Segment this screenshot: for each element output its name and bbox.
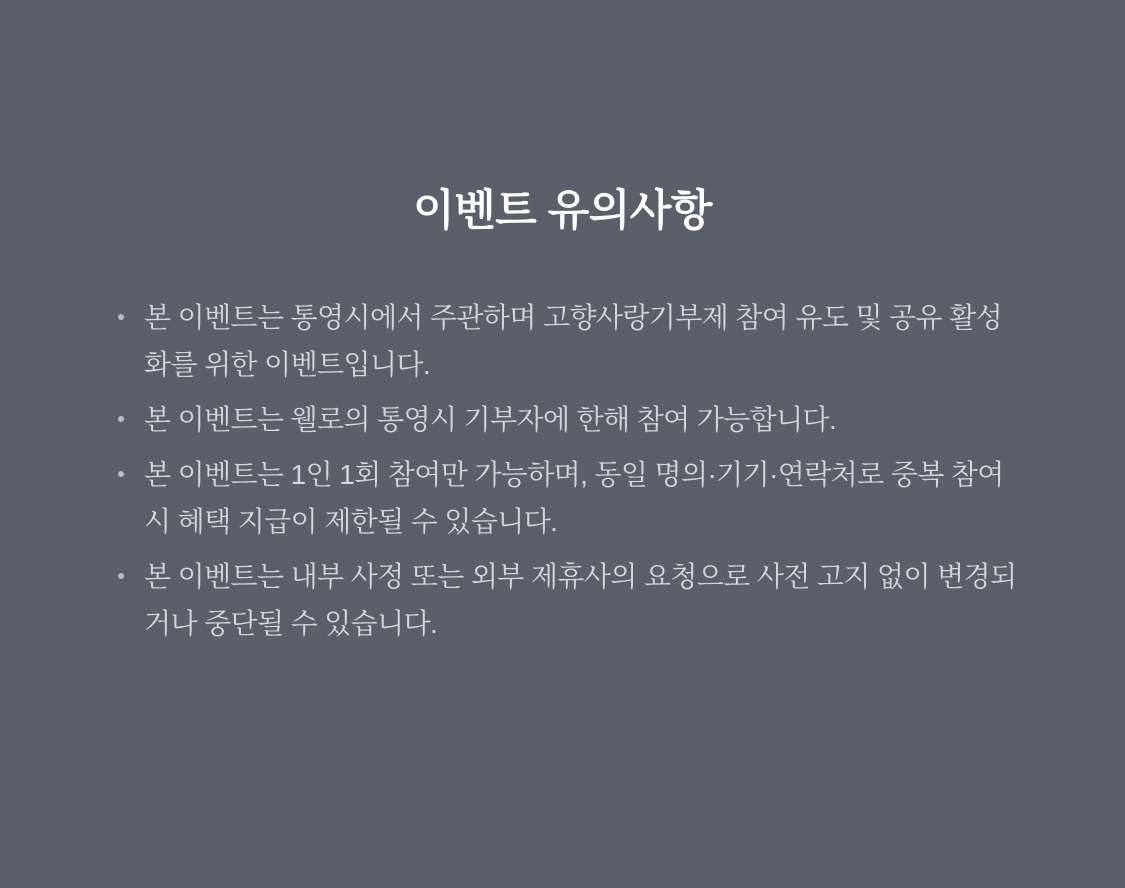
bullet-icon bbox=[118, 416, 124, 422]
list-item-text: 본 이벤트는 통영시에서 주관하며 고향사랑기부제 참여 유도 및 공유 활성화를 위한 이벤트입니다. bbox=[144, 301, 1003, 380]
list-item bbox=[110, 451, 1025, 545]
bullet-icon bbox=[118, 471, 124, 477]
list-item bbox=[110, 396, 1025, 443]
page-title: 이벤트 유의사항 bbox=[413, 187, 712, 235]
list-item-text: 본 이벤트는 내부 사정 또는 외부 제휴사의 요청으로 사전 고지 없이 변경되거나 중단될 수 있습니다. bbox=[144, 560, 1017, 639]
list-item-text: 본 이벤트는 1인 1회 참여만 가능하며, 동일 명의·기기·연락처로 중복 참여 시 혜택 지급이 제한될 수 있습니다. bbox=[144, 458, 1004, 537]
list-item bbox=[110, 294, 1025, 388]
list-item-text: 본 이벤트는 웰로의 통영시 기부자에 한해 참여 가능합니다. bbox=[144, 403, 837, 435]
notice-list bbox=[0, 294, 1125, 647]
list-item bbox=[110, 553, 1025, 647]
bullet-icon bbox=[118, 314, 124, 320]
bullet-icon bbox=[118, 573, 124, 579]
